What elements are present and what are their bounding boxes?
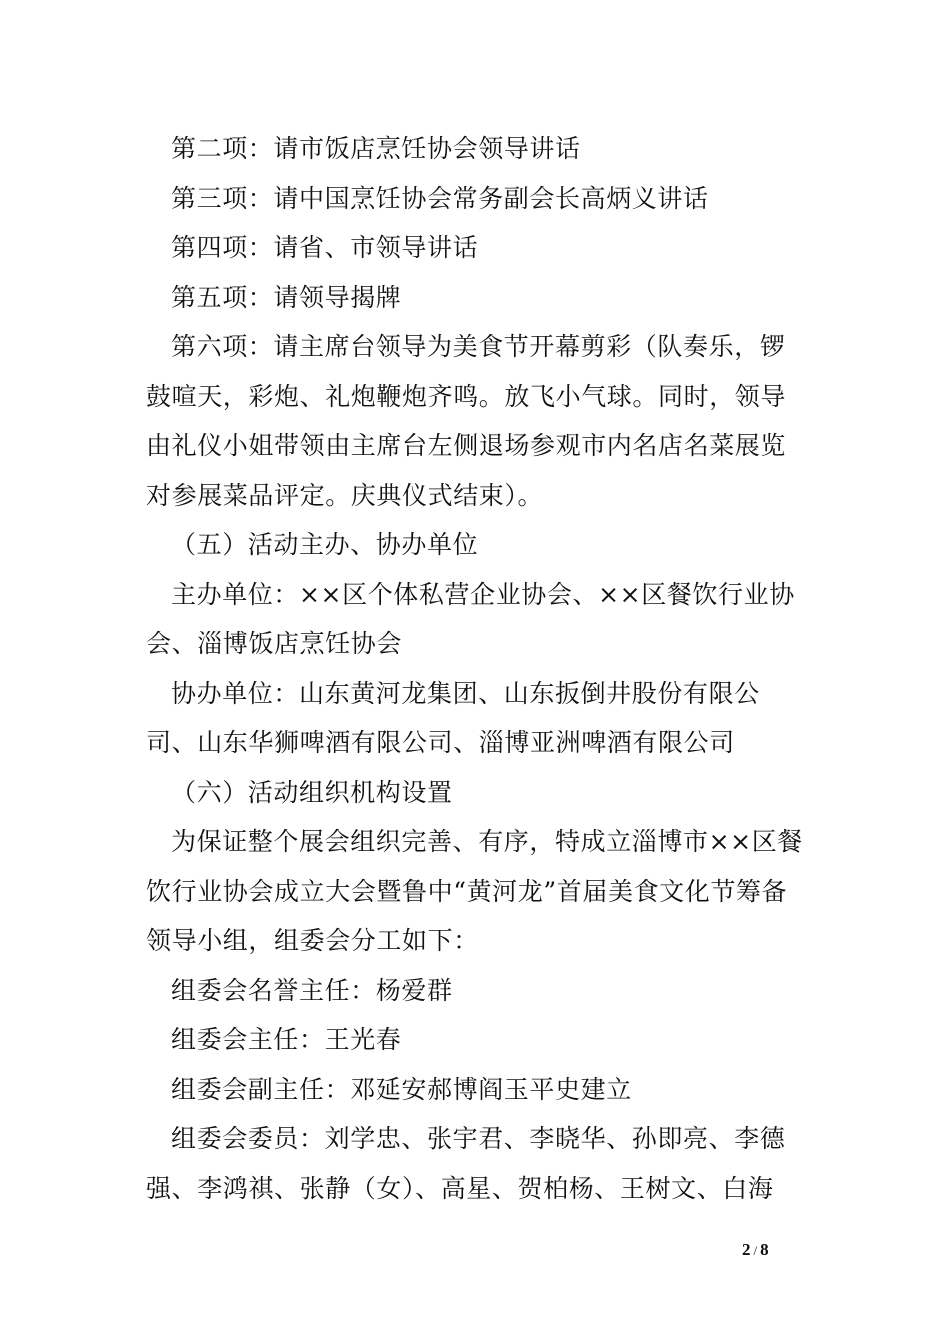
- paragraph-co-host-units: 协办单位：山东黄河龙集团、山东扳倒井股份有限公司、山东华狮啤酒有限公司、淄博亚洲啤酒有限公司: [146, 678, 760, 757]
- section-heading-organizers: （五）活动主办、协办单位: [171, 530, 479, 559]
- section-heading-organization: （六）活动组织机构设置: [171, 777, 453, 807]
- document-body: [146, 124, 810, 1213]
- paragraph-item-2: 第二项：请市饭店烹饪协会领导讲话: [171, 134, 581, 163]
- paragraph-item-5: 第五项：请领导揭牌: [171, 282, 402, 312]
- page-number: [742, 1240, 769, 1260]
- paragraph-host-units: 主办单位：××区个体私营企业协会、××区餐饮行业协会、淄博饭店烹饪协会: [146, 579, 795, 658]
- paragraph-item-4: 第四项：请省、市领导讲话: [171, 233, 479, 262]
- paragraph-committee-members: 组委会委员：刘学忠、张宇君、李晓华、孙即亮、李德强、李鸿祺、张静（女）、高星、贺柏杨、王树文、白海: [146, 1124, 786, 1203]
- paragraph-item-3: 第三项：请中国烹饪协会常务副会长高炳义讲话: [171, 183, 709, 213]
- page-number-separator: /: [753, 1243, 758, 1258]
- paragraph-deputy-director: 组委会副主任：邓延安郝博阎玉平史建立: [171, 1074, 632, 1104]
- paragraph-item-6: 第六项：请主席台领导为美食节开幕剪彩（队奏乐，锣鼓喧天，彩炮、礼炮鞭炮齐鸣。放飞小气球。同时，领导由礼仪小姐带领由主席台左侧退场参观市内名店名菜展览对参展菜品评定。庆典仪式结束）。: [146, 332, 787, 510]
- paragraph-director: 组委会主任：王光春: [171, 1025, 402, 1054]
- page-number-current: 2: [742, 1240, 751, 1259]
- page-number-total: 8: [760, 1240, 769, 1259]
- paragraph-organization-intro: 为保证整个展会组织完善、有序，特成立淄博市××区餐饮行业协会成立大会暨鲁中“黄河龙”首届美食文化节筹备领导小组，组委会分工如下：: [146, 827, 803, 955]
- paragraph-honorary-director: 组委会名誉主任：杨爱群: [171, 975, 453, 1005]
